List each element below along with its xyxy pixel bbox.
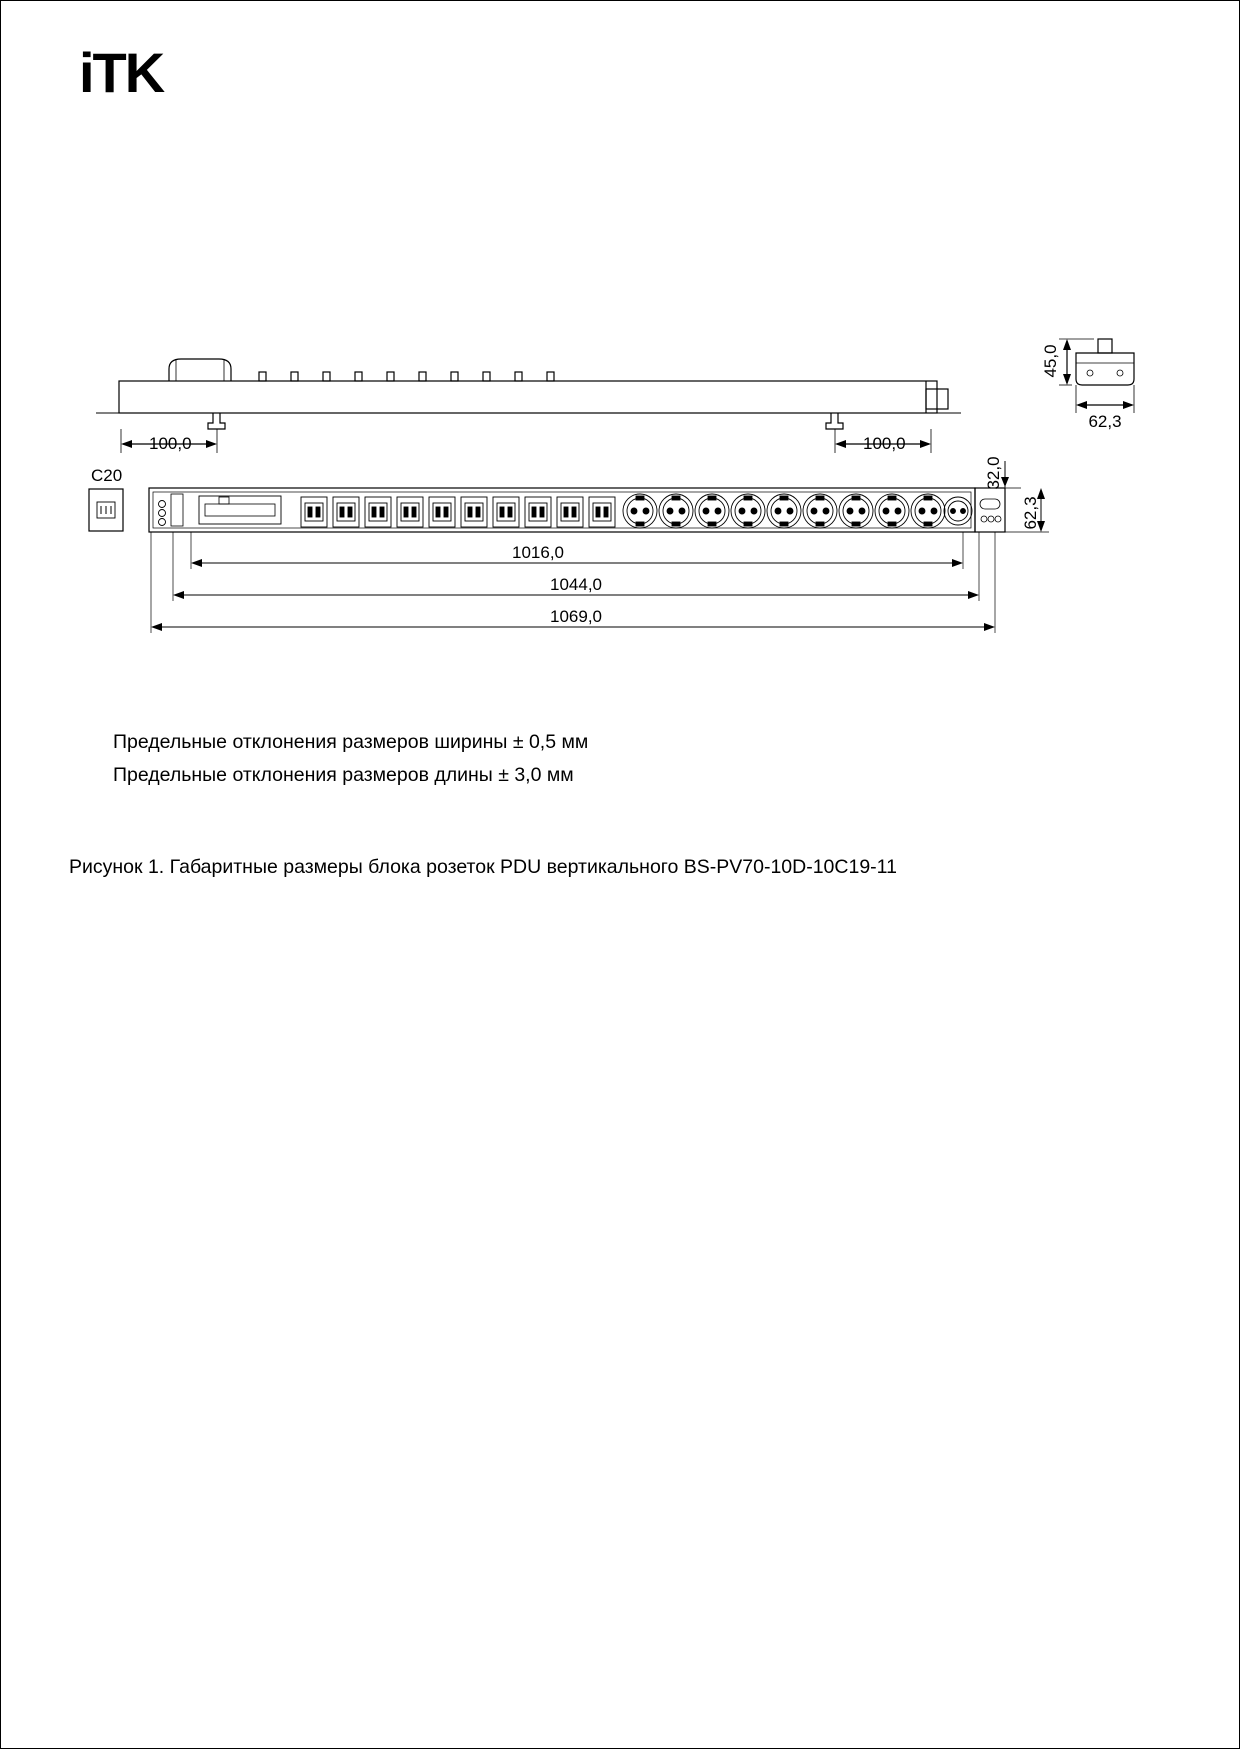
dim-label-62-3-side: 62,3 — [1088, 412, 1122, 431]
dim-label-left-offset: 100,0 — [149, 434, 192, 453]
dim-label-62-3-front: 62,3 — [1021, 496, 1040, 530]
logo-text: iTK — [79, 41, 164, 104]
tolerance-note-width: Предельные отклонения размеров ширины ± 0,5 мм — [113, 731, 589, 753]
dim-label-1069: 1069,0 — [550, 607, 602, 626]
dim-label-1044: 1044,0 — [550, 575, 602, 594]
tolerance-notes — [113, 726, 588, 792]
tolerance-note-length: Предельные отклонения размеров длины ± 3,0 мм — [113, 764, 574, 786]
technical-drawing — [1, 301, 1240, 661]
connector-label-c20: C20 — [91, 466, 123, 485]
itk-logo — [79, 41, 164, 104]
dim-label-32: 32,0 — [984, 456, 1003, 490]
dim-label-45: 45,0 — [1041, 344, 1060, 378]
figure-caption: Рисунок 1. Габаритные размеры блока розеток PDU вертикального BS-PV70-10D-10C19-11 — [69, 856, 897, 878]
dim-label-right-offset: 100,0 — [863, 434, 906, 453]
dim-label-1016: 1016,0 — [512, 543, 564, 562]
